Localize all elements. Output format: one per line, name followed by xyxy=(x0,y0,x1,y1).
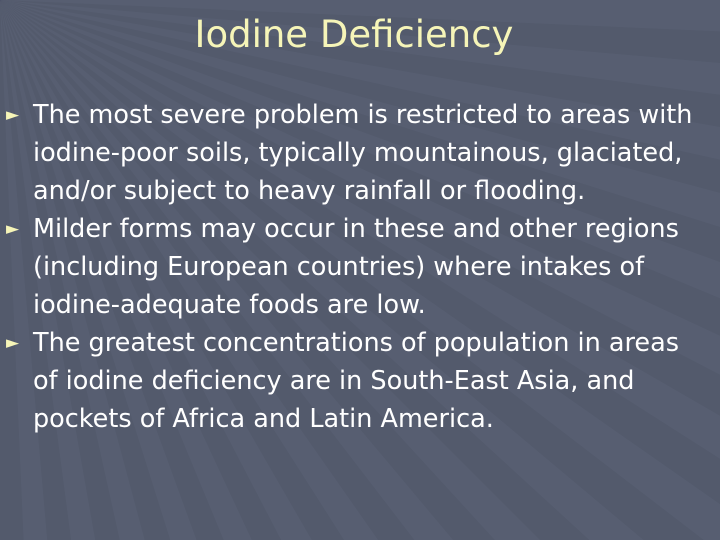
bullet-text: The most severe problem is restricted to areas with iodine-poor soils, typically mountainous, glaciated, and/or subject to heavy rainfall or flooding. xyxy=(33,100,693,206)
bullet-arrow-icon: ► xyxy=(6,105,20,125)
bullet-text: The greatest concentrations of population in areas of iodine deficiency are in South-East Asia, and pockets of Africa and Latin America. xyxy=(33,328,680,434)
bullet-arrow-icon: ► xyxy=(6,219,20,239)
bullet-item xyxy=(6,210,706,324)
bullet-text: Milder forms may occur in these and other regions (including European countries) where intakes of iodine-adequate foods are low. xyxy=(33,214,679,320)
bullet-arrow-icon: ► xyxy=(6,333,20,353)
slide-title: Iodine Deficiency xyxy=(194,13,514,56)
bullet-item xyxy=(6,324,706,438)
bullet-item xyxy=(6,96,706,210)
bullet-list xyxy=(6,96,706,438)
